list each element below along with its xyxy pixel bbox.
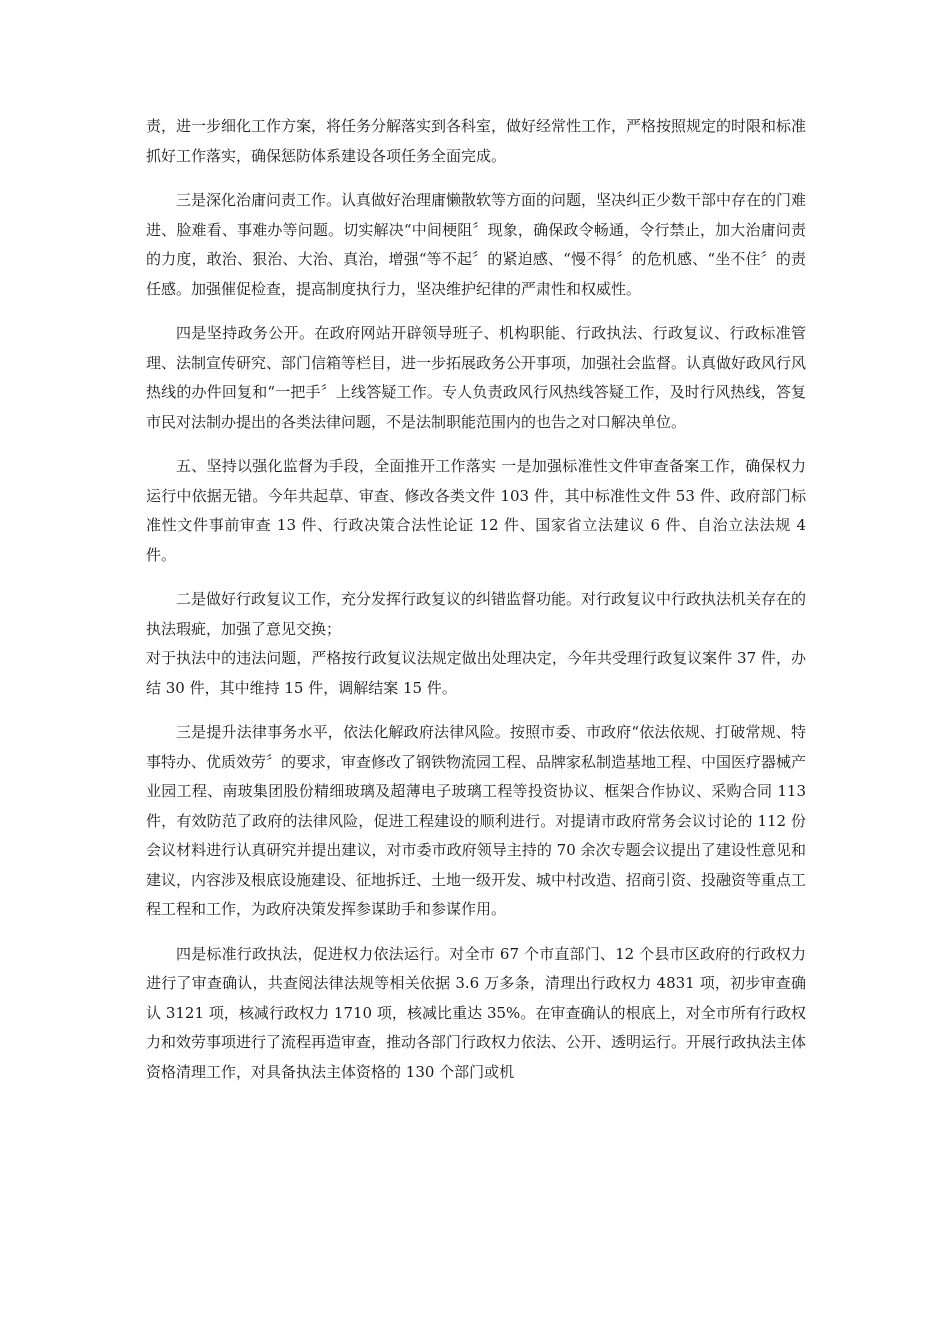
paragraph-law-enforcement: 四是标准行政执法，促进权力依法运行。对全市 67 个市直部门、12 个县市区政府的行政权力进行了审查确认，共查阅法律法规等相关依据 3.6 万多条，清理出行政权力 4831 项，初步审查确认 3121 项，核减行政权力 1710 项，核减比重达 35%。在审查确认的根底上，对全市所有行政权力和效劳事项进行了流程再造审查，推动各部门行政权力依法、公开、透明运行。开展行政执法主体资格清理工作，对具备执法主体资格的 130 个部门或机 (146, 944, 807, 1081)
paragraph-legal-affairs: 三是提升法律事务水平，依法化解政府法律风险。按照市委、市政府“依法依规、打破常规、特事特办、优质效劳〞的要求，审查修改了钢铁物流园工程、品牌家私制造基地工程、中国医疗器械产业园工程、南玻集团股份精细玻璃及超薄电子玻璃工程等投资协议、框架合作协议、采购合同 113 件，有效防范了政府的法律风险，促进工程建设的顺利进行。对提请市政府常务会议讨论的 112 份会议材料进行认真研究并提出建议，对市委市政府领导主持的 70 余次专题会议提出了建设性意见和建议，内容涉及根底设施建设、征地拆迁、土地一级开发、城中村改造、招商引资、投融资等重点工程工程和工作，为政府决策发挥参谋助手和参谋作用。 (146, 723, 807, 918)
paragraph-administrative-review: 二是做好行政复议工作，充分发挥行政复议的纠错监督功能。对行政复议中行政执法机关存在的执法瑕疵，加强了意见交换； (146, 590, 807, 638)
paragraph-review-cases: 对于执法中的违法问题，严格按行政复议法规定做出处理决定，今年共受理行政复议案件 37 件，办结 30 件，其中维持 15 件，调解结案 15 件。 (146, 649, 806, 697)
paragraph-continuation: 责，进一步细化工作方案，将任务分解落实到各科室，做好经常性工作，严格按照规定的时限和标准抓好工作落实，确保惩防体系建设各项任务全面完成。 (146, 117, 807, 165)
document-body (146, 112, 806, 1102)
paragraph-supervision: 五、坚持以强化监督为手段，全面推开工作落实 一是加强标准性文件审查备案工作，确保权力运行中依据无错。今年共起草、审查、修改各类文件 103 件，其中标准性文件 53 件、政府部门标准性文件事前审查 13 件、行政决策合法性论证 12 件、国家省立法建议 6 件、自治立法法规 4 件。 (146, 457, 806, 564)
paragraph-government-affairs: 四是坚持政务公开。在政府网站开辟领导班子、机构职能、行政执法、行政复议、行政标准管理、法制宣传研究、部门信箱等栏目，进一步拓展政务公开事项，加强社会监督。认真做好政风行风热线的办件回复和“一把手〞上线答疑工作。专人负责政风行风热线答疑工作，及时行风热线，答复市民对法制办提出的各类法律问题，不是法制职能范围内的也告之对口解决单位。 (146, 324, 807, 431)
paragraph-accountability: 三是深化治庸问责工作。认真做好治理庸懒散软等方面的问题，坚决纠正少数干部中存在的门难进、脸难看、事难办等问题。切实解决“中间梗阻〞现象，确保政令畅通，令行禁止，加大治庸问责的力度，敢治、狠治、大治、真治，增强“等不起〞的紧迫感、“慢不得〞的危机感、“坐不住〞的责任感。加强催促检查，提高制度执行力，坚决维护纪律的严肃性和权威性。 (146, 191, 807, 298)
